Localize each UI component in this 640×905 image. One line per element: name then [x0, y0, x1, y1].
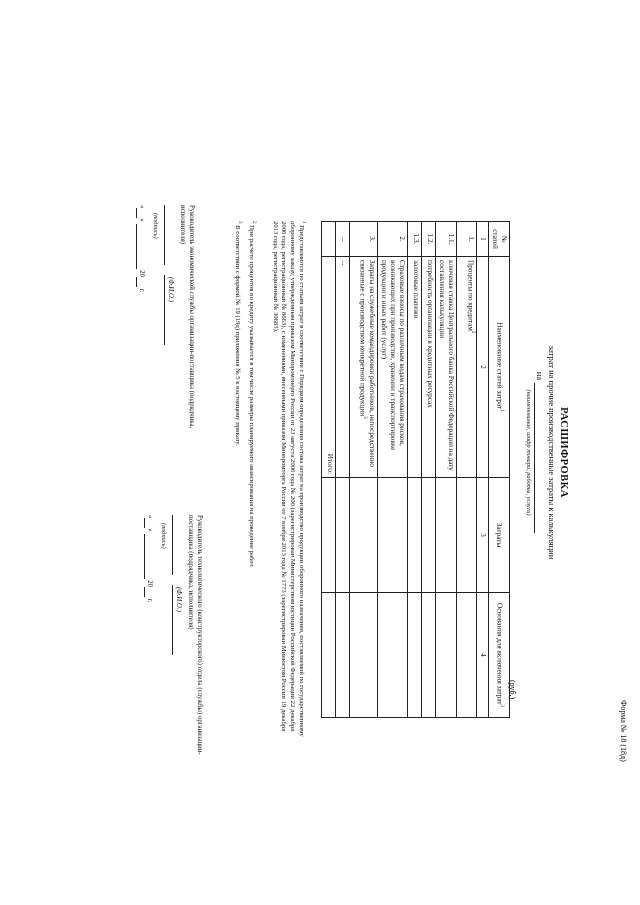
header-name: Наименование статей затрат$^1$ — [489, 257, 510, 478]
signature-block-economic — [136, 205, 195, 465]
footnote-3: $^3$ В соответствии с формой № 19 (19д) приложения № 5 к настоящему приказу. — [233, 221, 242, 446]
header-basis: Основания для включения затрат$^3$ — [489, 593, 510, 718]
date-line: «» 20 г. — [146, 515, 153, 603]
document-subtitle: затрат на прочие производственные затраты к калькуляции — [547, 345, 557, 560]
subject-blank-line — [534, 383, 544, 533]
table-row: 2. Страховые взносы по различным видам страхования рисков, возникающих при производстве, хранении и транспортировке продукции и иных работ (услуг) — [378, 222, 408, 718]
header-costs: Затраты — [489, 478, 510, 593]
on-label: на — [535, 371, 545, 381]
table-row: 1.1. ключевая ставка Центрального банка Российской Федерации на дату составления калькуляции — [436, 222, 457, 718]
subject-caption: (наименование, шифр товара, работы, услуги) — [525, 389, 532, 516]
header-no: № статей — [489, 222, 510, 257]
signature-line — [165, 515, 181, 775]
fio-caption: (Ф.И.О.) — [167, 277, 175, 302]
document-title: РАСШИФРОВКА — [558, 407, 569, 498]
table-index-row: 1 2 3 4 — [477, 222, 489, 718]
signature-block-technical — [144, 515, 203, 775]
signature-caption: (подпись) — [152, 213, 160, 239]
footnote-2: $^2$ При расчете процентов по кредиту указывается в том числе размеры планируемого авансирования на проведение работ. — [247, 221, 256, 568]
table-header-row — [489, 222, 510, 718]
table-row: 1. Проценты по кредитам$^2$ — [457, 222, 477, 718]
date-line: «» 20 г. — [138, 205, 145, 293]
fio-caption: (Ф.И.О.) — [175, 587, 183, 612]
table-row: 1.3. залоговые платежи — [408, 222, 422, 718]
table-row: 3. Затраты на служебные командировки работников, непосредственно связанные с производством конкретной продукции$^3$ — [350, 222, 378, 718]
signature-caption: (подпись) — [160, 523, 168, 549]
form-number: Форма № 18 (18д) — [619, 700, 628, 762]
signatory-title: Руководитель экономической службы организации-поставщика (подрядчика, исполнителя) — [179, 205, 195, 429]
table-row: 1.2. потребность организации в кредитных ресурсах — [422, 222, 436, 718]
table-row: ... ... — [336, 222, 350, 718]
currency-unit: (руб.) — [508, 680, 517, 700]
footnote-1: $^1$ Представляются по статьям затрат в соответствии с Порядком определения состава затрат на производство продукции оборонного назначения, поставляемой по государственному оборонному заказу, утвержденным приказом Минпромэнерго России от 23 августа 2006 года № 200 (зарегистрирован Министерством юстиции Российской Федерации 22 декабря 2006 года, регистрационный № 8663), с изменениями, внесенными приказом Минпромторга России от 7 ноября 2013 года № 1773 (зарегистрирован Минюстом России 19 декабря 2013 года, регистрационный № 30683). — [271, 221, 306, 737]
total-row — [322, 222, 336, 718]
costs-table — [321, 221, 510, 718]
calculation-subject-line — [534, 0, 545, 905]
signature-line — [157, 205, 173, 465]
total-label: Итого: — [322, 257, 336, 478]
signatory-title: Руководитель технологического (конструкторского) отдела (службы) организации-поставщика (подрядчика, исполнителя) — [187, 515, 203, 755]
